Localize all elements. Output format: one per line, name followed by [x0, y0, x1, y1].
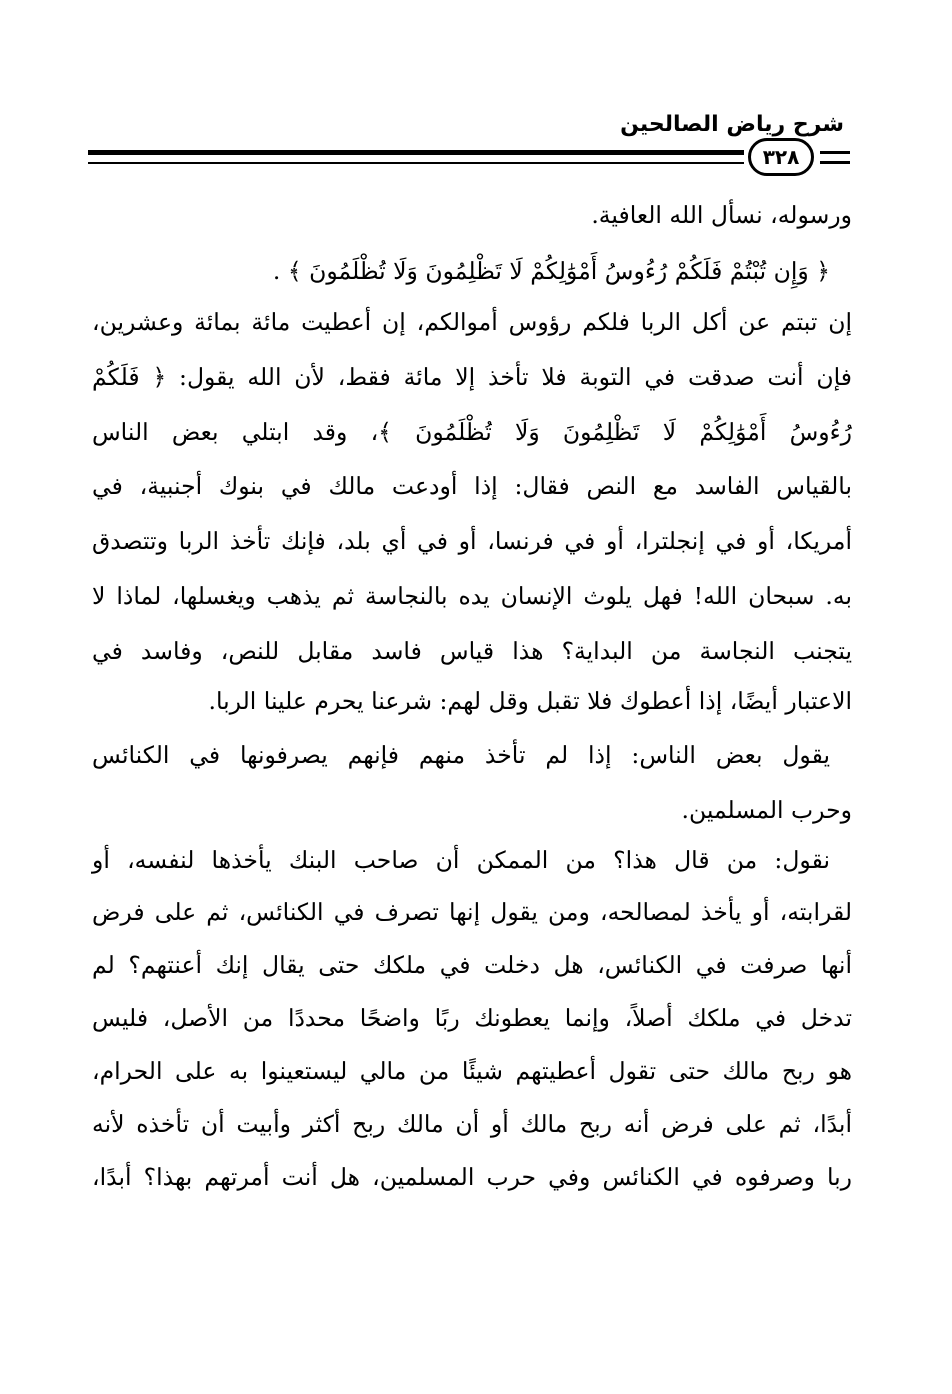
page-number: [748, 138, 814, 176]
text-line: يتجنب النجاسة من البداية؟ هذا قياس فاسد مقابل للنص، وفاسد في: [92, 637, 852, 665]
running-title: شرح رياض الصالحين: [620, 112, 844, 137]
page-number-text: ٣٢٨: [762, 145, 800, 169]
text-line: أبدًا، ثم على فرض أنه ربح مالك أو أن مالك ربح أكثر وأبيت أن تأخذه لأنه: [92, 1110, 852, 1138]
text-line: أمريكا، أو في إنجلترا، أو في فرنسا، أو في أي بلد، فإنك تأخذ الربا وتتصدق: [92, 527, 852, 555]
text-line: هو ربح مالك حتى تقول أعطيتهم شيئًا من مالي ليستعينوا به على الحرام،: [92, 1057, 852, 1085]
text-line: رُءُوسُ أَمْوَٰلِكُمْ لَا تَظْلِمُونَ وَلَا تُظْلَمُونَ ﴾، وقد ابتلي بعض الناس: [92, 418, 852, 446]
paragraph-first-line: نقول: من قال هذا؟ من الممكن أن صاحب البنك يأخذها لنفسه، أو: [92, 846, 830, 874]
text-line: تدخل في ملكك أصلاً، وإنما يعطونك ربًا واضحًا محددًا من الأصل، فليس: [92, 1004, 852, 1032]
text-line: ربا وصرفوه في الكنائس وفي حرب المسلمين، هل أنت أمرتهم بهذا؟ أبدًا،: [92, 1163, 852, 1191]
paragraph-first-line: يقول بعض الناس: إذا لم تأخذ منهم فإنهم يصرفونها في الكنائس: [92, 741, 830, 769]
text-line: أنها صرفت في الكنائس، هل دخلت في ملكك حتى يقال إنك أعنتهم؟ لم: [92, 951, 852, 979]
header-mark-bottom: [820, 161, 850, 164]
text-line: فإن أنت صدقت في التوبة فلا تأخذ إلا مائة فقط، لأن الله يقول: ﴿ فَلَكُمْ: [92, 363, 852, 391]
header-mark-top: [820, 151, 850, 154]
header-rule-thin: [88, 162, 744, 164]
text-line: به. سبحان الله! فهل يلوث الإنسان يده بالنجاسة ثم يذهب ويغسلها، لماذا لا: [92, 582, 852, 610]
quran-verse-line: ﴿ وَإِن تُبْتُمْ فَلَكُمْ رُءُوسُ أَمْوَٰلِكُمْ لَا تَظْلِمُونَ وَلَا تُظْلَمُونَ ﴾ .: [272, 257, 830, 285]
text-line: بالقياس الفاسد مع النص فقال: إذا أودعت مالك في بنوك أجنبية، في: [92, 472, 852, 500]
text-line: الاعتبار أيضًا، إذا أعطوك فلا تقبل وقل لهم: شرعنا يحرم علينا الربا.: [208, 687, 852, 715]
header-rule-thick: [88, 150, 744, 155]
text-line: ورسوله، نسأل الله العافية.: [591, 201, 852, 229]
text-line: لقرابته، أو يأخذ لمصالحه، ومن يقول إنها تصرف في الكنائس، ثم على فرض: [92, 898, 852, 926]
text-line: إن تبتم عن أكل الربا فلكم رؤوس أموالكم، إن أعطيت مائة بمائة وعشرين،: [92, 308, 852, 336]
text-line: وحرب المسلمين.: [681, 796, 852, 824]
